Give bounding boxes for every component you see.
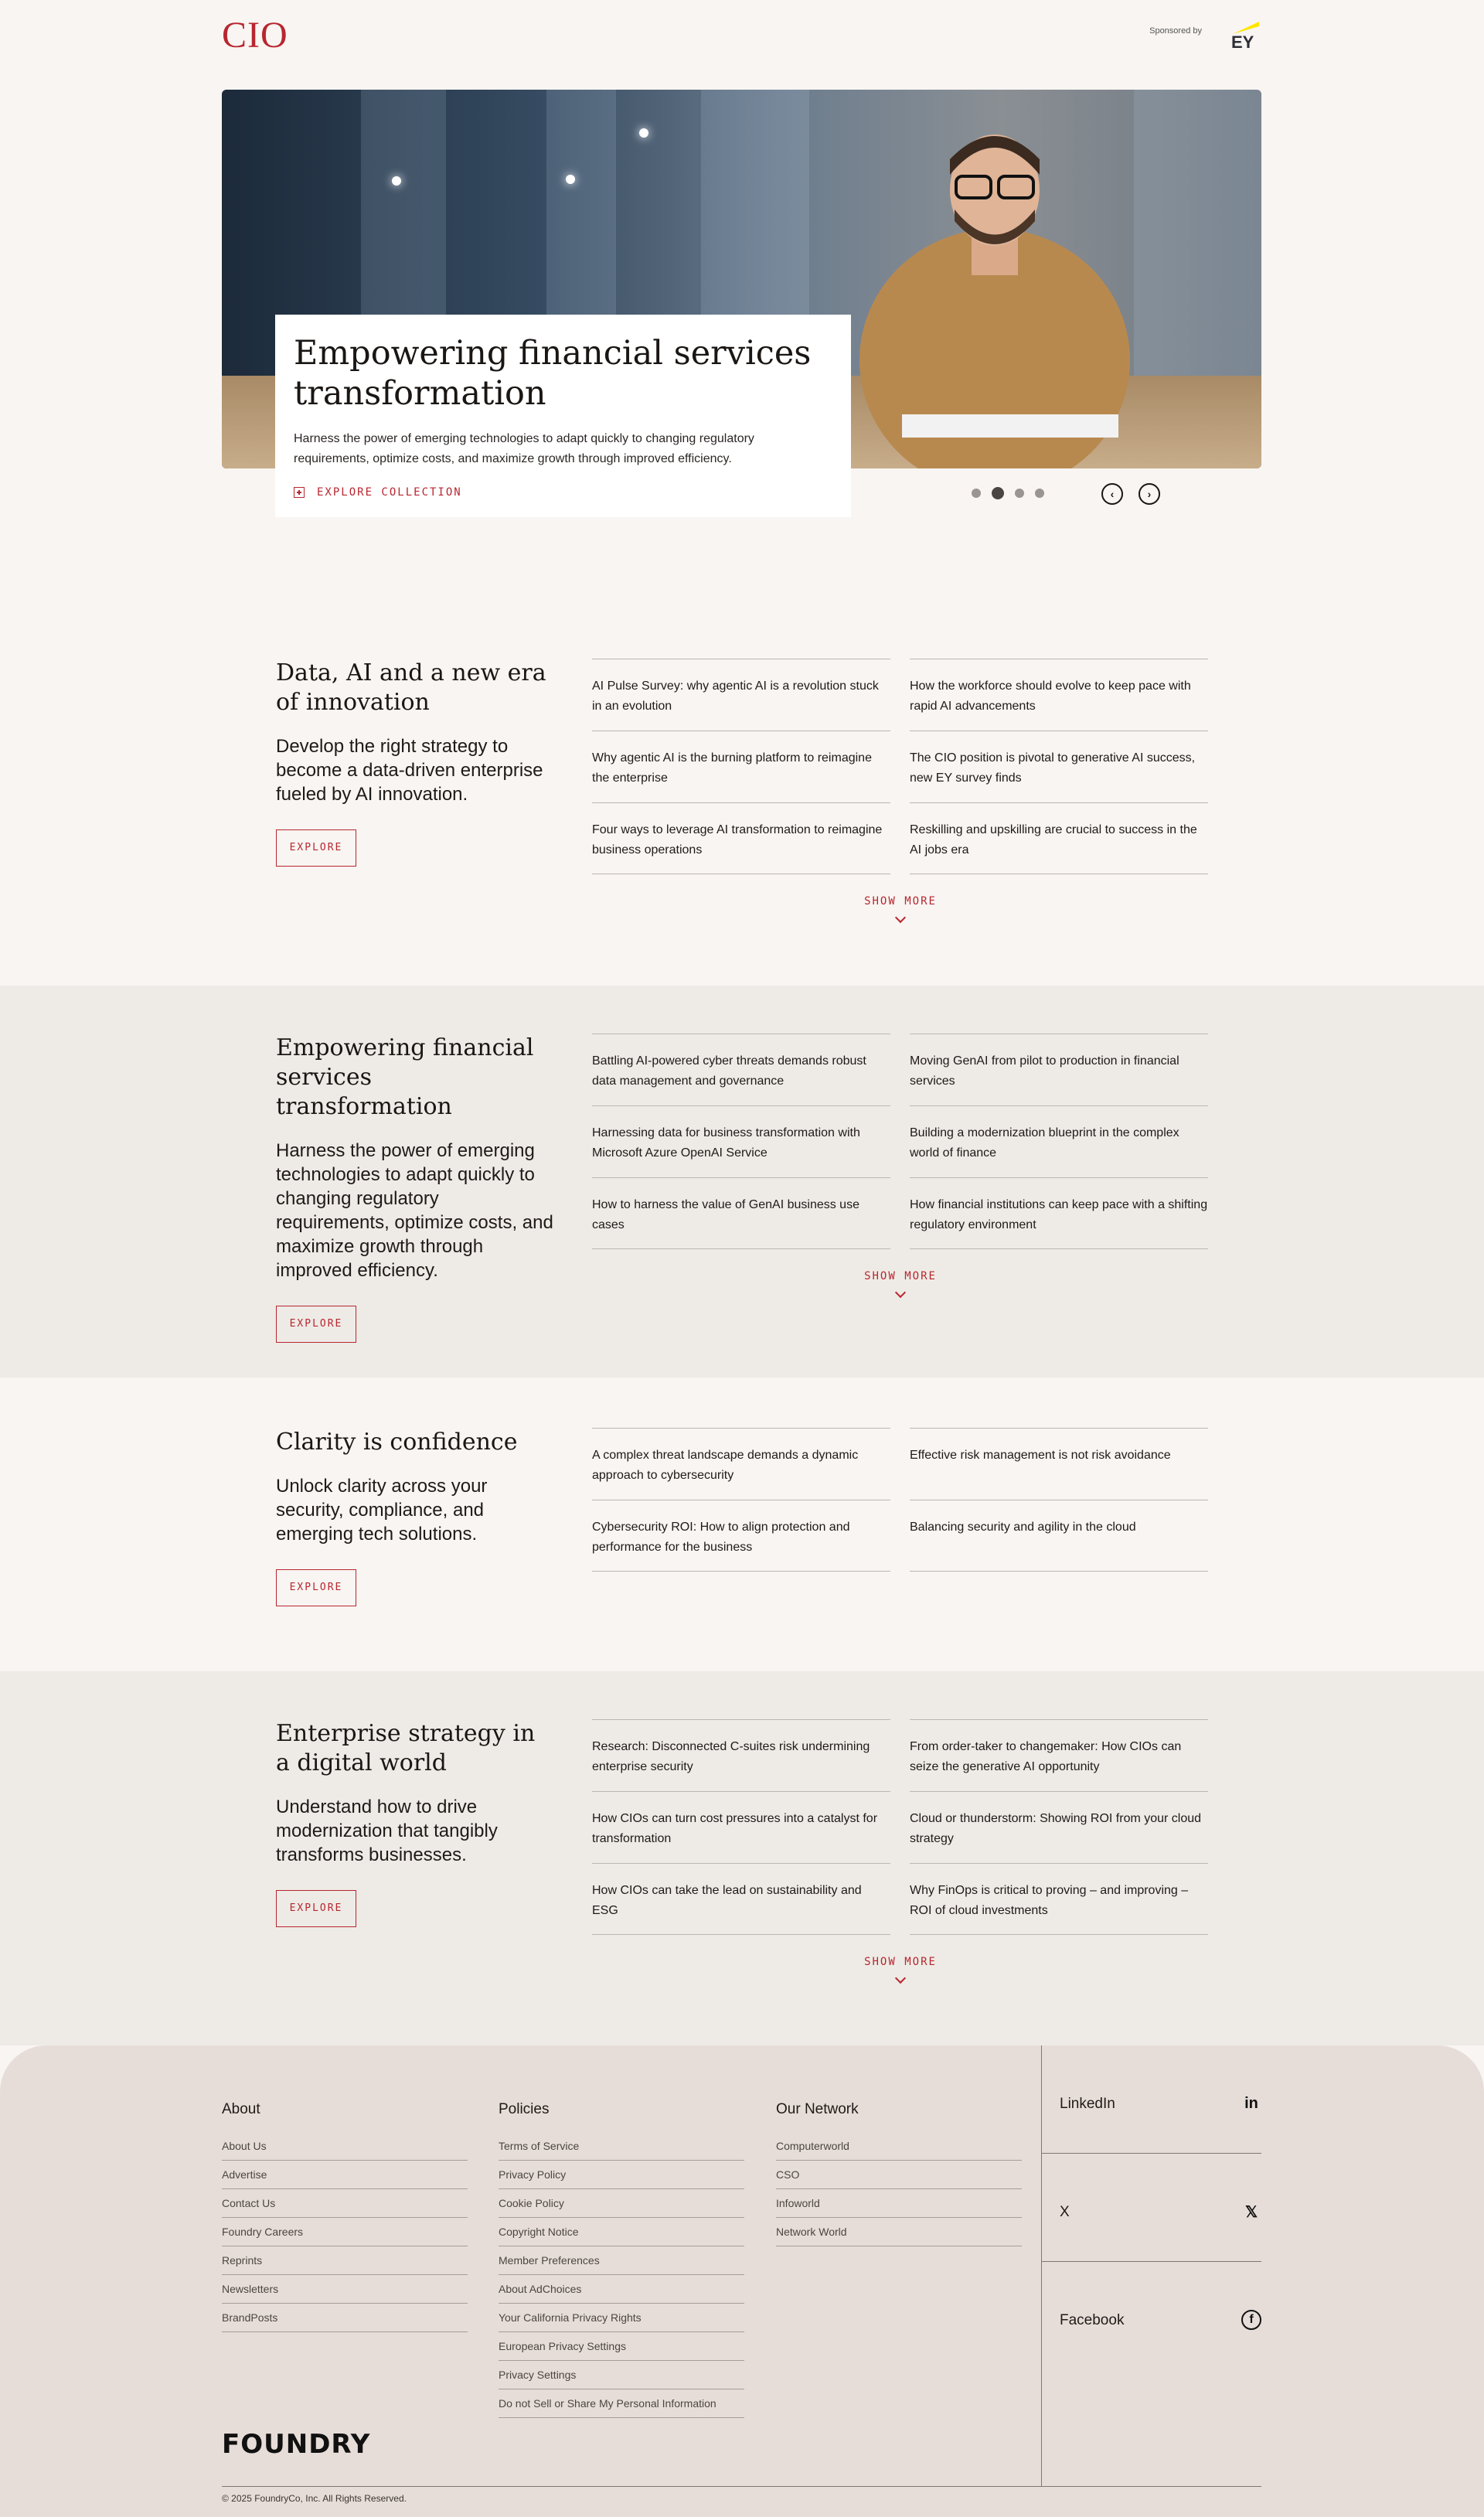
show-more-label: SHOW MORE <box>864 1956 937 1968</box>
footer-link[interactable]: BrandPosts <box>222 2304 468 2332</box>
section-description: Develop the right strategy to become a data-driven enterprise fueled by AI innovation. <box>276 736 543 805</box>
article-link[interactable]: Four ways to leverage AI transformation to reimagine business operations <box>592 802 890 874</box>
section-description: Harness the power of emerging technologies to adapt quickly to changing regulatory requirements, optimize costs, and maximize growth through improved efficiency. <box>276 1140 553 1281</box>
linkedin-icon: in <box>1244 2094 1258 2112</box>
show-more-button[interactable] <box>850 1270 951 1296</box>
cio-logo[interactable]: CIO <box>222 15 288 56</box>
footer-link[interactable]: Privacy Policy <box>499 2161 744 2189</box>
social-label: Facebook <box>1060 2312 1125 2328</box>
section-clarity <box>0 1378 1484 1671</box>
carousel-dots <box>972 487 1044 499</box>
carousel-dot-active[interactable] <box>992 487 1004 499</box>
footer-link[interactable]: Newsletters <box>222 2275 468 2304</box>
section-enterprise-strategy <box>0 1671 1484 2045</box>
article-link[interactable]: How financial institutions can keep pace with a shifting regulatory environment <box>910 1177 1208 1249</box>
show-more-button[interactable] <box>850 1956 951 1982</box>
footer-link[interactable]: Cookie Policy <box>499 2189 744 2218</box>
article-grid <box>592 1428 1208 1572</box>
show-more-label: SHOW MORE <box>864 895 937 908</box>
article-link[interactable]: Cloud or thunderstorm: Showing ROI from your cloud strategy <box>910 1791 1208 1863</box>
explore-button[interactable]: EXPLORE <box>276 1569 356 1606</box>
article-link[interactable]: How CIOs can turn cost pressures into a catalyst for transformation <box>592 1791 890 1863</box>
carousel-prev-button[interactable] <box>1101 483 1123 505</box>
article-link[interactable]: How the workforce should evolve to keep pace with rapid AI advancements <box>910 659 1208 731</box>
section-financial-services <box>0 986 1484 1378</box>
chevron-down-icon <box>895 1287 906 1298</box>
hero-description: Harness the power of emerging technologies to adapt quickly to changing regulatory requirements, optimize costs, and maximize growth through improved efficiency. <box>294 432 754 465</box>
chevron-left-icon: ‹ <box>1110 488 1115 500</box>
footer-link[interactable]: About AdChoices <box>499 2275 744 2304</box>
article-link[interactable]: How CIOs can take the lead on sustainability and ESG <box>592 1863 890 1935</box>
article-link[interactable]: Battling AI-powered cyber threats demands robust data management and governance <box>592 1034 890 1105</box>
hero-title: Empowering financial services transformation <box>294 334 812 413</box>
social-facebook[interactable] <box>1041 2262 1261 2370</box>
article-link[interactable]: From order-taker to changemaker: How CIOs can seize the generative AI opportunity <box>910 1719 1208 1791</box>
social-label: X <box>1060 2204 1070 2220</box>
show-more-button[interactable] <box>850 895 951 921</box>
ey-logo[interactable] <box>1230 19 1261 49</box>
article-grid <box>592 1034 1208 1249</box>
footer-heading: Our Network <box>776 2101 859 2117</box>
section-title: Empowering financial services transformation <box>276 1034 534 1120</box>
x-icon: 𝕏 <box>1244 2203 1258 2221</box>
site-header <box>0 0 1484 85</box>
site-footer <box>0 2045 1484 2517</box>
social-linkedin[interactable] <box>1041 2045 1261 2154</box>
chevron-down-icon <box>895 912 906 923</box>
explore-collection-label: EXPLORE COLLECTION <box>317 486 462 499</box>
article-link[interactable]: Why agentic AI is the burning platform to reimagine the enterprise <box>592 731 890 802</box>
section-data-ai <box>0 533 1484 986</box>
footer-link[interactable]: Advertise <box>222 2161 468 2189</box>
person-illustration <box>856 105 1134 468</box>
footer-link[interactable]: Copyright Notice <box>499 2218 744 2246</box>
chevron-right-icon: › <box>1147 488 1152 500</box>
article-grid <box>592 1719 1208 1935</box>
article-link[interactable]: Reskilling and upskilling are crucial to success in the AI jobs era <box>910 802 1208 874</box>
footer-link[interactable]: Computerworld <box>776 2132 1022 2161</box>
article-link[interactable]: Cybersecurity ROI: How to align protection and performance for the business <box>592 1500 890 1572</box>
article-link[interactable]: Research: Disconnected C-suites risk undermining enterprise security <box>592 1719 890 1791</box>
hero-card <box>275 315 851 517</box>
footer-link[interactable]: Member Preferences <box>499 2246 744 2275</box>
section-description: Unlock clarity across your security, compliance, and emerging tech solutions. <box>276 1476 488 1545</box>
footer-link[interactable]: Privacy Settings <box>499 2361 744 2389</box>
svg-text:EY: EY <box>1231 32 1254 49</box>
article-link[interactable]: Building a modernization blueprint in the complex world of finance <box>910 1105 1208 1177</box>
section-description: Understand how to drive modernization that tangibly transforms businesses. <box>276 1797 498 1865</box>
article-link[interactable]: Why FinOps is critical to proving – and improving – ROI of cloud investments <box>910 1863 1208 1935</box>
show-more-label: SHOW MORE <box>864 1270 937 1282</box>
explore-button[interactable]: EXPLORE <box>276 829 356 867</box>
article-link[interactable]: Balancing security and agility in the cloud <box>910 1500 1208 1572</box>
explore-collection-link[interactable] <box>294 486 462 499</box>
carousel-next-button[interactable] <box>1139 483 1160 505</box>
social-label: LinkedIn <box>1060 2096 1115 2112</box>
section-title: Data, AI and a new era of innovation <box>276 659 546 716</box>
footer-link[interactable]: Contact Us <box>222 2189 468 2218</box>
explore-button[interactable]: EXPLORE <box>276 1890 356 1927</box>
footer-link[interactable]: CSO <box>776 2161 1022 2189</box>
carousel-dot[interactable] <box>972 489 981 498</box>
chevron-down-icon <box>895 1973 906 1984</box>
footer-link[interactable]: Do not Sell or Share My Personal Information <box>499 2389 744 2418</box>
article-link[interactable]: Moving GenAI from pilot to production in financial services <box>910 1034 1208 1105</box>
copyright: © 2025 FoundryCo, Inc. All Rights Reserved. <box>222 2486 1261 2504</box>
article-link[interactable]: A complex threat landscape demands a dynamic approach to cybersecurity <box>592 1428 890 1500</box>
carousel-dot[interactable] <box>1035 489 1044 498</box>
footer-heading: Policies <box>499 2101 550 2117</box>
foundry-logo[interactable]: FOUNDRY <box>222 2429 371 2460</box>
article-grid <box>592 659 1208 874</box>
article-link[interactable]: How to harness the value of GenAI business use cases <box>592 1177 890 1249</box>
footer-about-column <box>222 2101 468 2332</box>
footer-link[interactable]: Your California Privacy Rights <box>499 2304 744 2332</box>
section-title: Enterprise strategy in a digital world <box>276 1720 536 1776</box>
hero-carousel <box>0 85 1484 533</box>
explore-button[interactable]: EXPLORE <box>276 1306 356 1343</box>
social-x[interactable] <box>1041 2154 1261 2262</box>
facebook-icon: f <box>1241 2310 1261 2330</box>
footer-heading: About <box>222 2101 260 2117</box>
footer-link[interactable]: European Privacy Settings <box>499 2332 744 2361</box>
carousel-dot[interactable] <box>1015 489 1024 498</box>
expand-icon <box>294 487 305 498</box>
article-link[interactable]: Effective risk management is not risk avoidance <box>910 1428 1208 1500</box>
article-link[interactable]: Harnessing data for business transformation with Microsoft Azure OpenAI Service <box>592 1105 890 1177</box>
footer-link[interactable]: Terms of Service <box>499 2132 744 2161</box>
footer-policies-column <box>499 2101 744 2418</box>
footer-link[interactable]: Infoworld <box>776 2189 1022 2218</box>
section-title: Clarity is confidence <box>276 1429 518 1456</box>
footer-link[interactable]: Network World <box>776 2218 1022 2246</box>
article-link[interactable]: AI Pulse Survey: why agentic AI is a revolution stuck in an evolution <box>592 659 890 731</box>
footer-link[interactable]: Reprints <box>222 2246 468 2275</box>
footer-link[interactable]: Foundry Careers <box>222 2218 468 2246</box>
footer-link[interactable]: About Us <box>222 2132 468 2161</box>
footer-network-column <box>776 2101 1022 2246</box>
article-link[interactable]: The CIO position is pivotal to generative AI success, new EY survey finds <box>910 731 1208 802</box>
sponsor-label: Sponsored by <box>1149 26 1202 36</box>
